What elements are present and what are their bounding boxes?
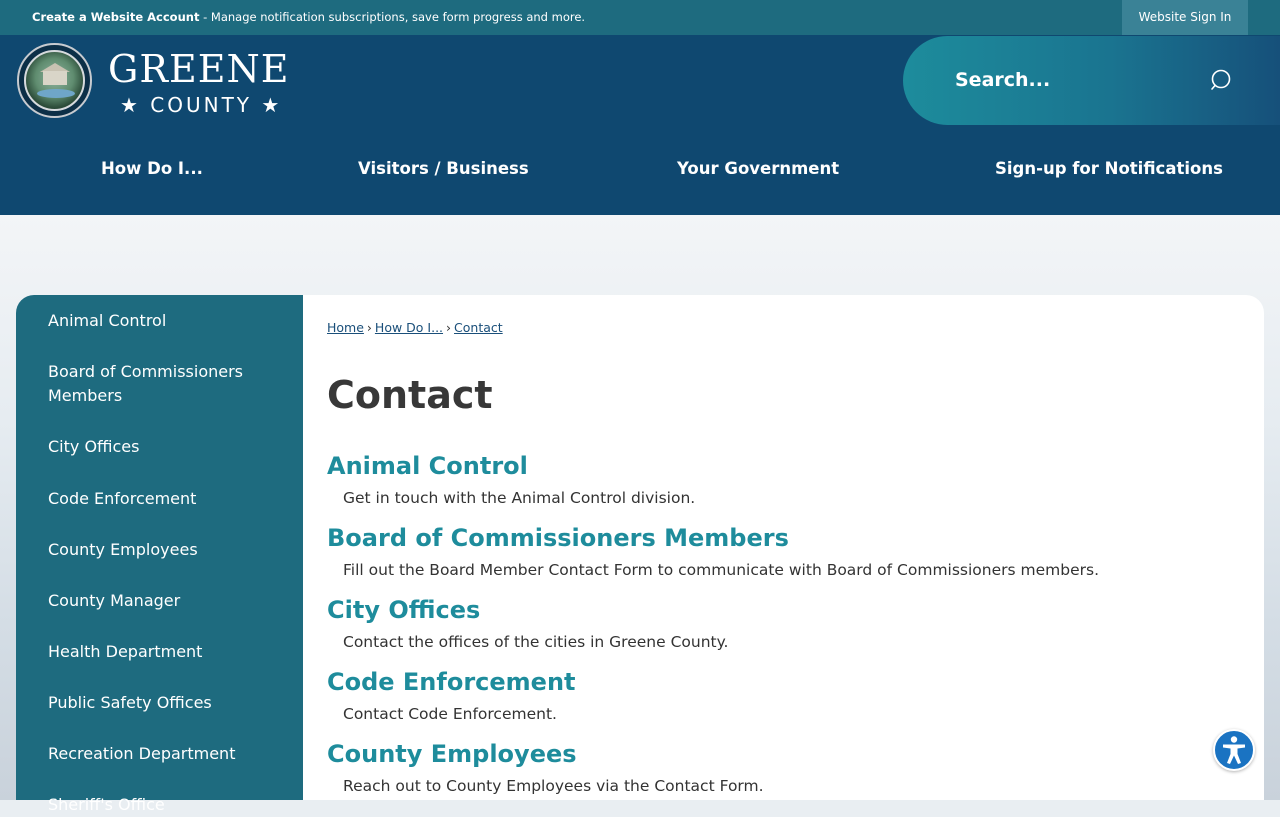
sidebar-item-public-safety-offices[interactable]: Public Safety Offices [48,693,212,712]
logo-wordmark-county[interactable]: ★ COUNTY ★ [120,93,283,117]
entry-title-animal-control[interactable]: Animal Control [327,452,528,480]
sidebar-item-animal-control[interactable]: Animal Control [48,311,167,330]
sidebar-item-health-department[interactable]: Health Department [48,642,203,661]
main-content [303,295,1264,800]
sidebar-nav [16,295,303,814]
main-navigation [0,135,1280,205]
seal-courthouse [43,71,67,85]
sidebar-item-county-employees[interactable]: County Employees [48,540,198,559]
breadcrumb-separator: › [366,320,372,335]
entry-desc-county-employees: Reach out to County Employees via the Contact Form. [343,777,764,795]
seal-pond [37,89,75,98]
sidebar-item-recreation-department[interactable]: Recreation Department [48,744,236,763]
breadcrumb-home[interactable]: Home [327,320,364,335]
entry-desc-code-enforcement: Contact Code Enforcement. [343,705,557,723]
accessibility-icon [1215,731,1253,769]
breadcrumb-how-do-i[interactable]: How Do I... [374,320,444,335]
nav-how-do-i[interactable]: How Do I... [101,159,203,178]
sidebar-item-code-enforcement[interactable]: Code Enforcement [48,489,197,508]
search-box [903,36,1280,125]
accessibility-button[interactable] [1213,729,1255,771]
nav-your-government[interactable]: Your Government [677,159,840,178]
search-icon[interactable] [1210,69,1232,91]
breadcrumb-separator: › [446,320,452,335]
sidebar-item-city-offices[interactable]: City Offices [48,437,140,456]
entry-desc-board-of-commissioners: Fill out the Board Member Contact Form to communicate with Board of Commissioners members. [343,561,1100,579]
entry-title-city-offices[interactable]: City Offices [327,596,481,624]
nav-visitors-business[interactable]: Visitors / Business [358,159,529,178]
utility-bar [0,0,1280,35]
entry-title-board-of-commissioners[interactable]: Board of Commissioners Members [327,524,789,552]
breadcrumb-contact[interactable]: Contact [454,320,503,335]
website-sign-in-button[interactable]: Website Sign In [1122,0,1248,35]
site-header [0,35,1280,215]
account-notice-text: - Manage notification subscriptions, save form progress and more. [199,10,586,24]
entry-title-county-employees[interactable]: County Employees [327,740,577,768]
nav-sign-up-notifications[interactable]: Sign-up for Notifications [995,159,1223,178]
account-notice [32,10,585,24]
entry-title-code-enforcement[interactable]: Code Enforcement [327,668,576,696]
search-input[interactable] [955,65,1185,95]
entry-desc-city-offices: Contact the offices of the cities in Greene County. [343,633,729,651]
entry-desc-animal-control: Get in touch with the Animal Control division. [343,489,696,507]
sidebar-item-board-of-commissioners[interactable]: Board of Commissioners Members [48,362,243,405]
create-account-link[interactable]: Create a Website Account [32,10,200,24]
sidebar-item-county-manager[interactable]: County Manager [48,591,181,610]
logo-wordmark-greene[interactable]: GREENE [108,47,290,91]
page-title: Contact [327,373,493,417]
breadcrumb [327,320,503,335]
county-seal-logo[interactable] [17,43,92,118]
sidebar-item-sheriffs-office[interactable]: Sheriff's Office [48,795,165,814]
